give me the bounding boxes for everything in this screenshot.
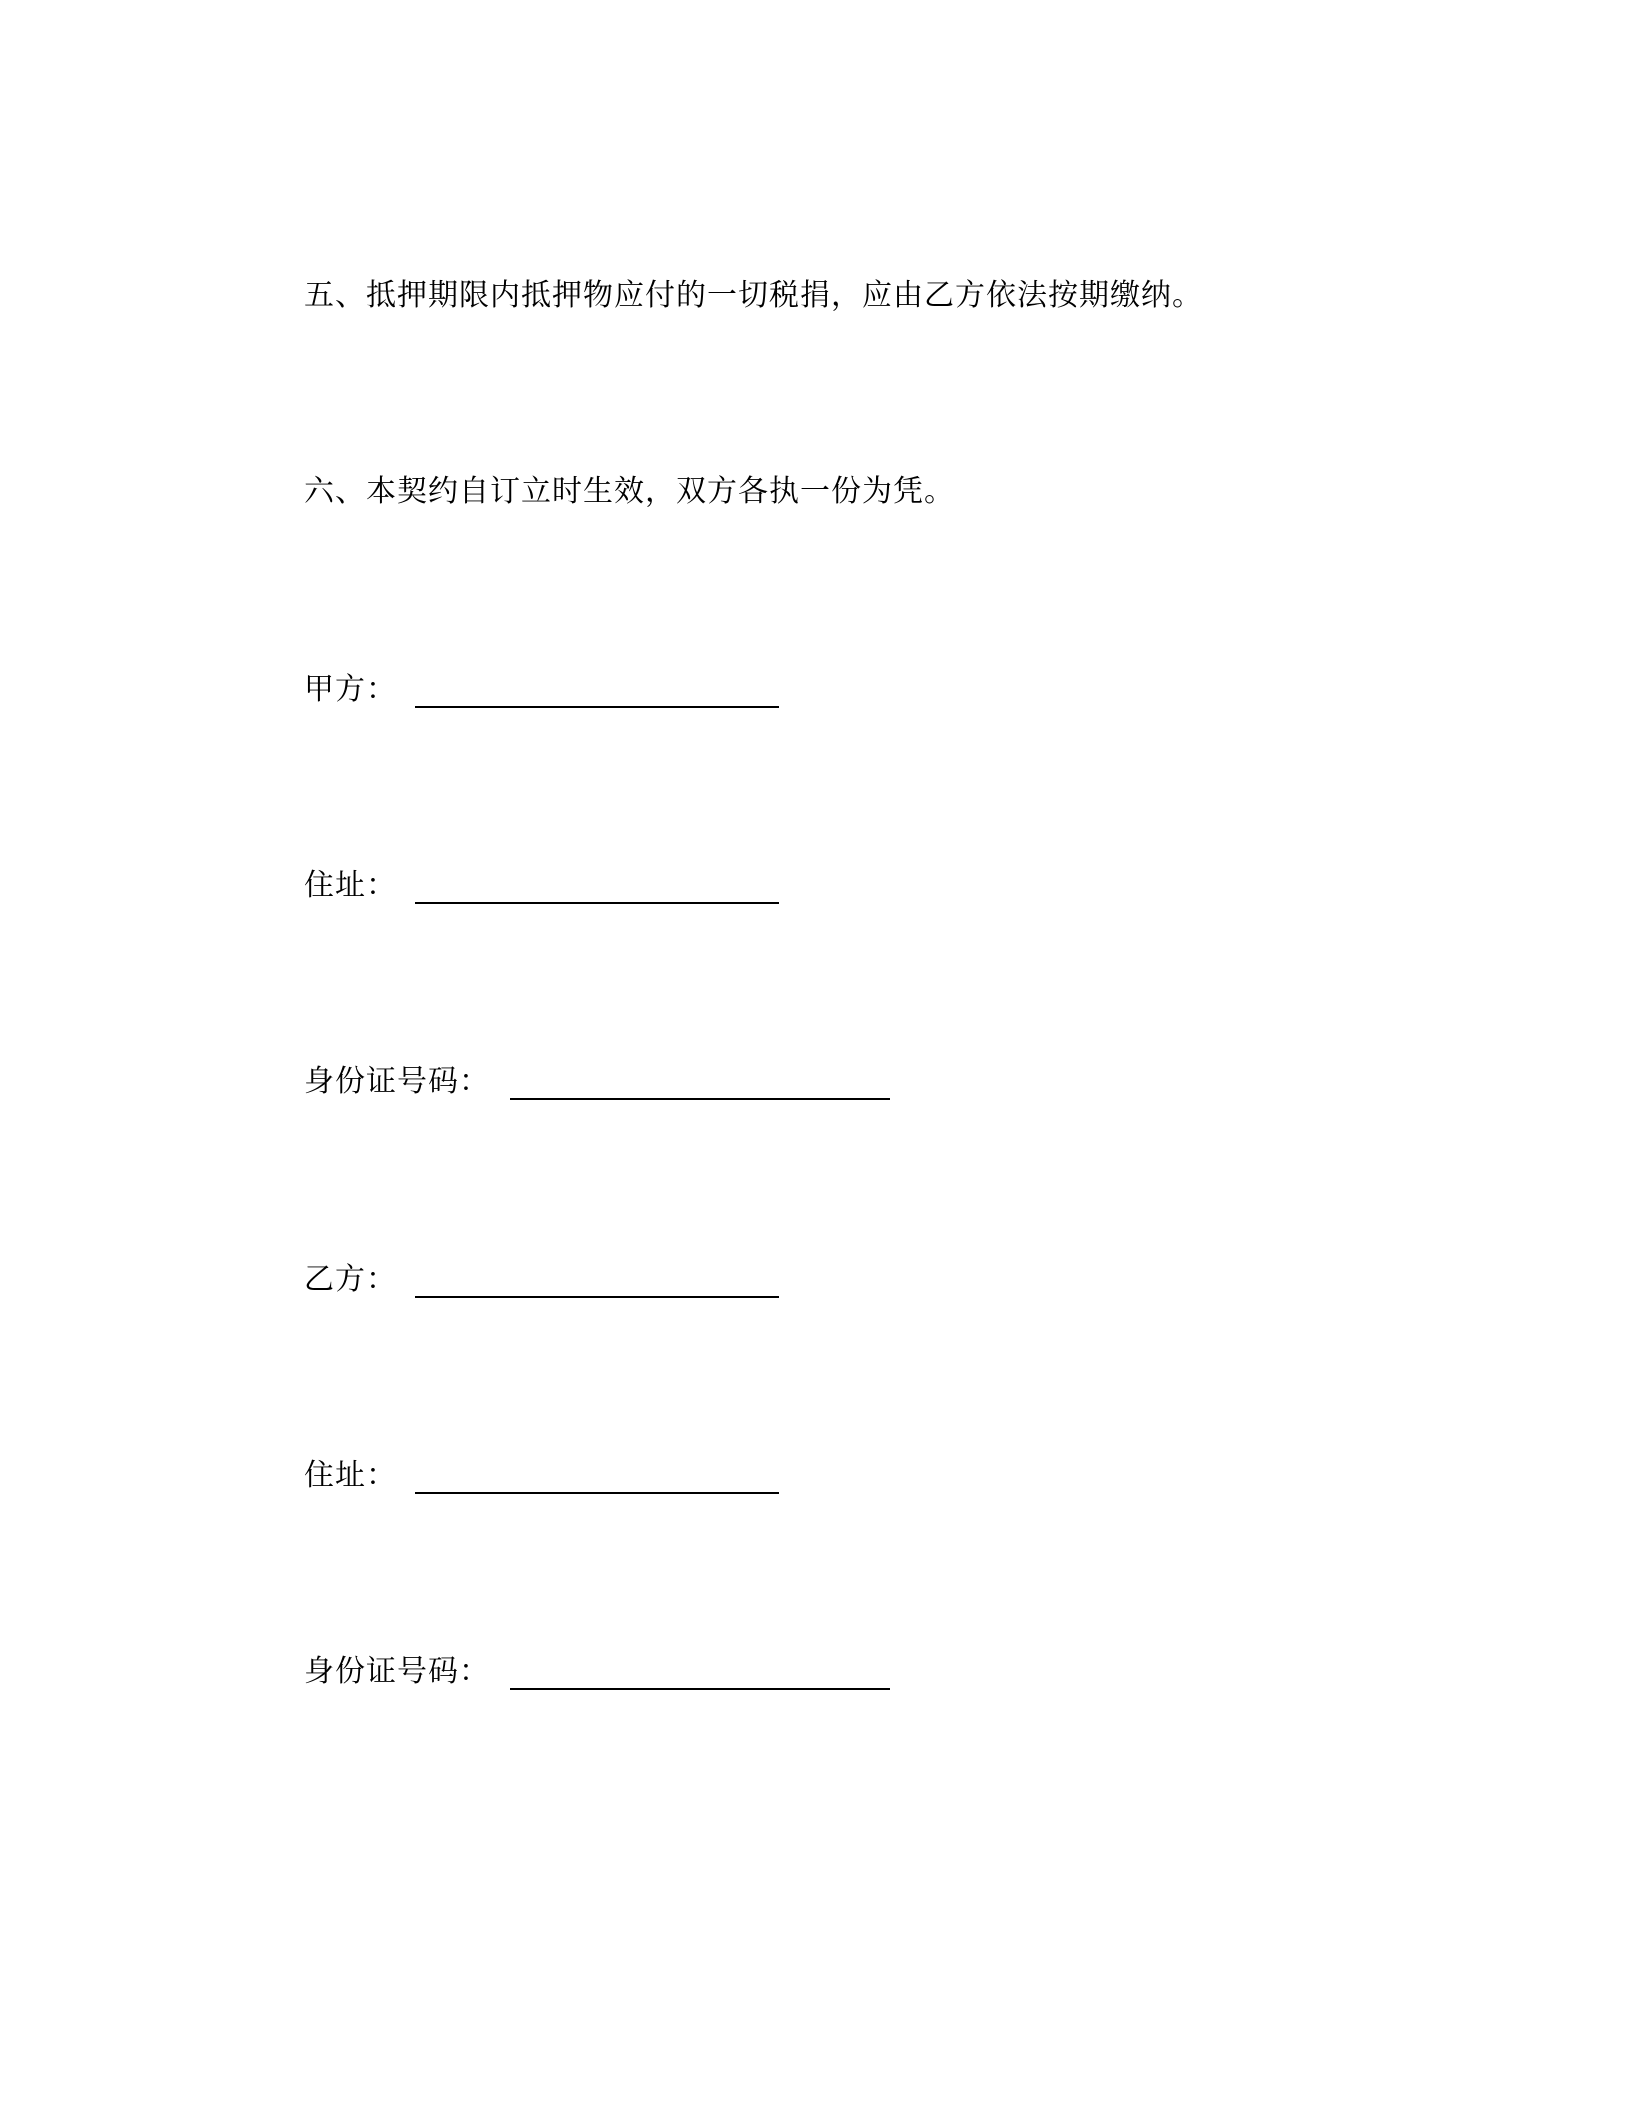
party-a-address-blank[interactable] (415, 902, 779, 904)
party-a-address-field (304, 866, 779, 906)
party-a-id-blank[interactable] (510, 1098, 890, 1100)
party-b-id-label: 身份证号码： (304, 1654, 490, 1689)
party-b-name-field (304, 1260, 779, 1300)
party-b-address-label: 住址： (304, 1458, 397, 1493)
party-b-address-field (304, 1456, 779, 1496)
party-a-id-label: 身份证号码： (304, 1064, 490, 1099)
party-b-id-blank[interactable] (510, 1688, 890, 1690)
party-a-name-blank[interactable] (415, 706, 779, 708)
party-b-id-field (304, 1652, 890, 1692)
party-a-name-field (304, 670, 779, 710)
party-b-address-blank[interactable] (415, 1492, 779, 1494)
party-a-id-field (304, 1062, 890, 1102)
party-a-address-label: 住址： (304, 868, 397, 903)
clause-6: 六、本契约自订立时生效，双方各执一份为凭。 (304, 474, 955, 509)
party-b-name-label: 乙方： (304, 1262, 397, 1297)
party-a-name-label: 甲方： (304, 672, 397, 707)
clause-5: 五、抵押期限内抵押物应付的一切税捐，应由乙方依法按期缴纳。 (304, 278, 1203, 313)
party-b-name-blank[interactable] (415, 1296, 779, 1298)
